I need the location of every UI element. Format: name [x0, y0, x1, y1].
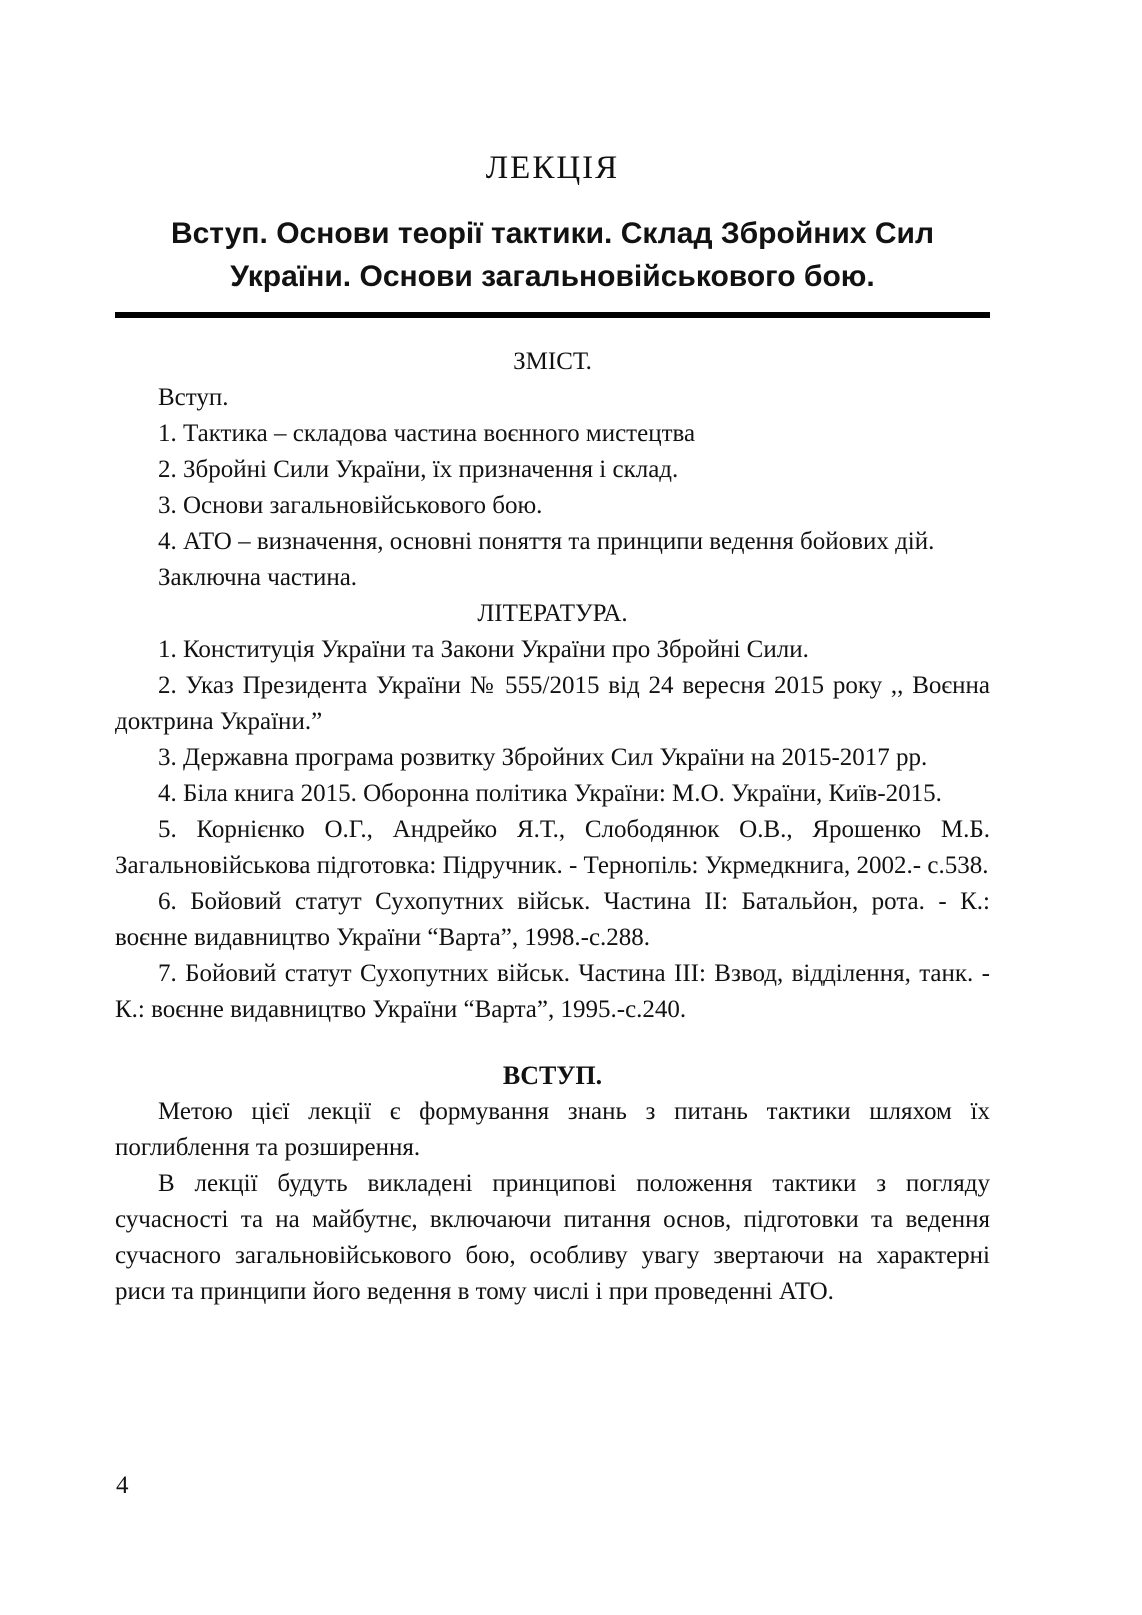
lecture-heading: Вступ. Основи теорії тактики. Склад Збройних Сил України. Основи загальновійськового бою.: [170, 217, 935, 293]
heading-divider: [115, 312, 990, 318]
page-number: 4: [116, 1472, 129, 1499]
contents-item: 1. Тактика – складова частина воєнного мистецтва: [158, 420, 696, 447]
introduction-header: ВСТУП.: [502, 1061, 603, 1090]
contents-header: ЗМІСТ.: [513, 348, 592, 375]
introduction-paragraph: В лекції будуть викладені принципові положення тактики з погляду сучасності та на майбутнє, включаючи питання основ, підготовки та ведення сучасного загальновійськового бою, особливу увагу звертаючи на характерні риси та принципи його ведення в тому числі і при проведенні АТО.: [115, 1170, 990, 1305]
literature-item: 2. Указ Президента України № 555/2015 від 24 вересня 2015 року ,, Воєнна доктрина України.”: [115, 672, 990, 735]
literature-header: ЛІТЕРАТУРА.: [477, 600, 628, 627]
contents-item: 3. Основи загальновійськового бою.: [158, 492, 543, 519]
contents-item: Заключна частина.: [158, 564, 358, 591]
literature-item: 6. Бойовий статут Сухопутних військ. Частина ІІ: Батальйон, рота. - К.: воєнне видавництво України “Варта”, 1998.-с.288.: [115, 888, 990, 951]
section-literature: [115, 596, 990, 1028]
introduction-paragraph: Метою цієї лекції є формування знань з питань тактики шляхом їх поглиблення та розширення.: [115, 1098, 990, 1161]
literature-item: 7. Бойовий статут Сухопутних військ. Частина ІІІ: Взвод, відділення, танк. - К.: воєнне видавництво України “Варта”, 1995.-с.240.: [115, 960, 990, 1023]
section-introduction: [115, 1058, 990, 1310]
contents-item: 2. Збройні Сили України, їх призначення і склад.: [158, 456, 679, 483]
literature-item: 4. Біла книга 2015. Оборонна політика України: М.О. України, Київ-2015.: [158, 780, 942, 807]
section-contents: [115, 344, 990, 596]
contents-item: 4. АТО – визначення, основні поняття та принципи ведення бойових дій.: [158, 528, 935, 555]
contents-item: Вступ.: [158, 384, 229, 411]
literature-item: 3. Державна програма розвитку Збройних Сил України на 2015-2017 рр.: [158, 744, 928, 771]
literature-item: 1. Конституція України та Закони України про Збройні Сили.: [158, 636, 809, 663]
literature-item: 5. Корнієнко О.Г., Андрейко Я.Т., Слободянюк О.В., Ярошенко М.Б. Загальновійськова підготовка: Підручник. - Тернопіль: Укрмедкнига, 2002.- с.538.: [115, 816, 990, 879]
lecture-title: ЛЕКЦІЯ: [485, 150, 620, 186]
